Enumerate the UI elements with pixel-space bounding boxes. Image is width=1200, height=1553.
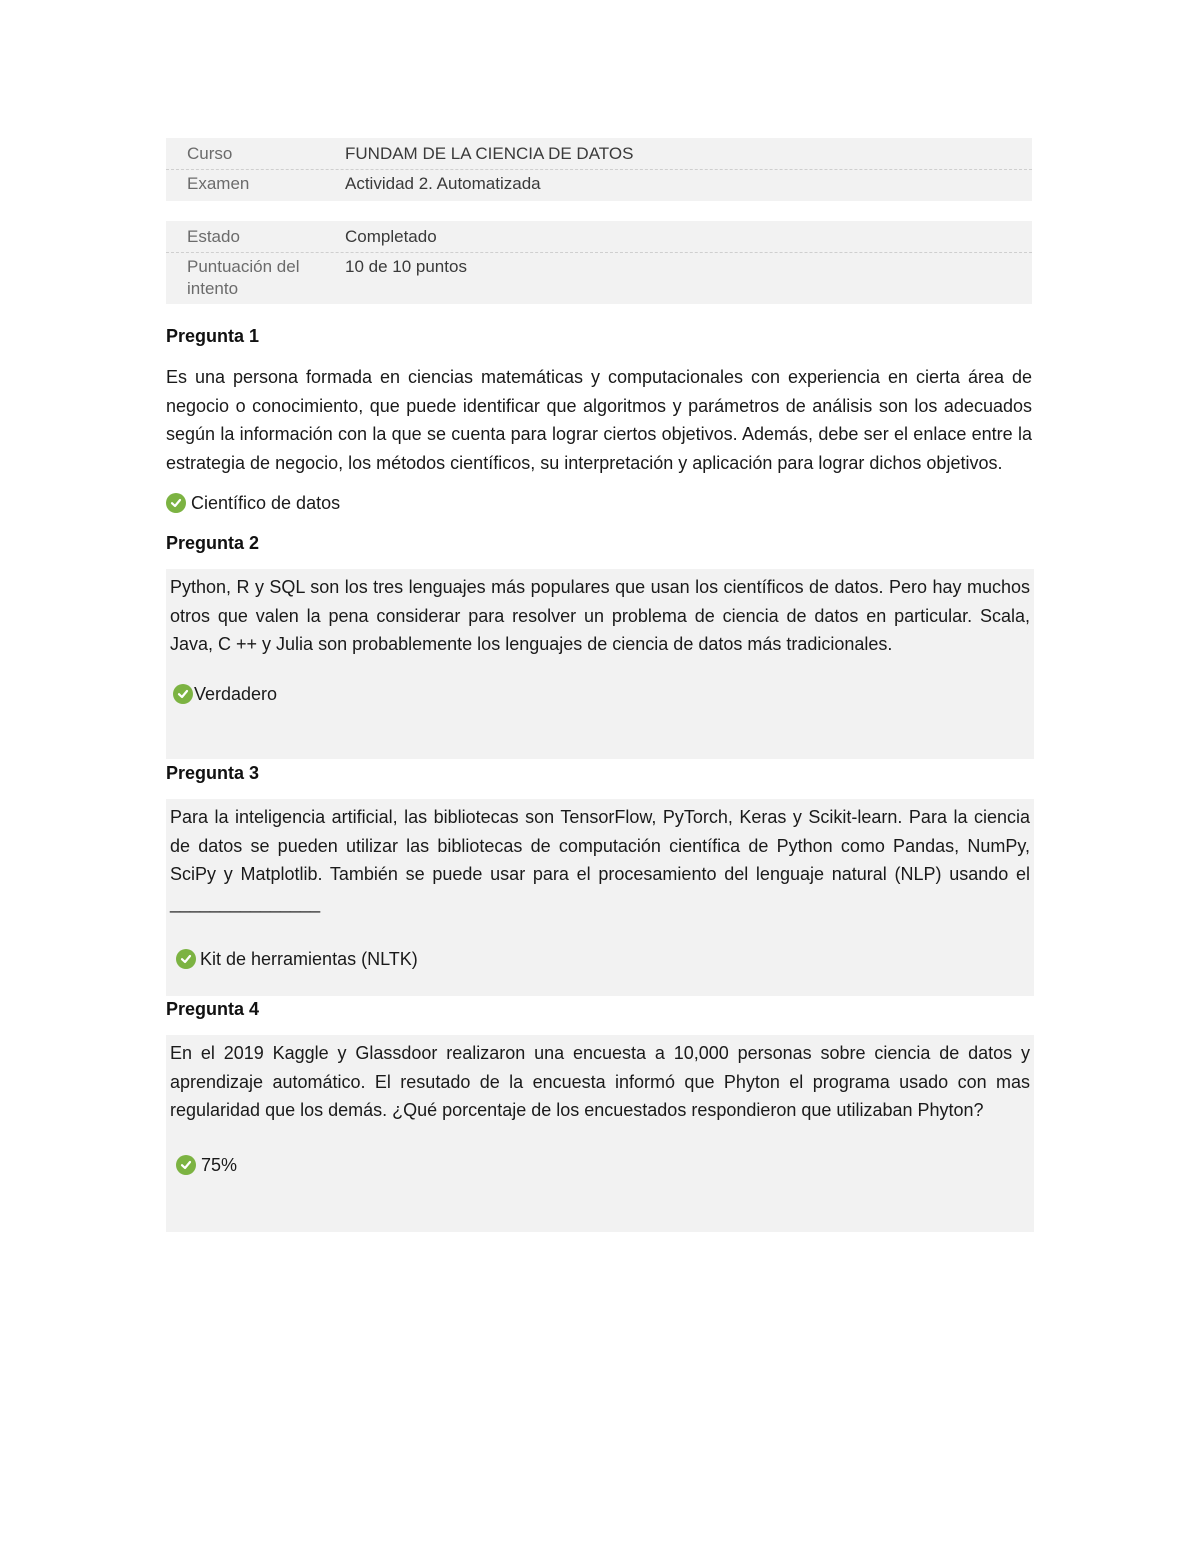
score-label: Puntuación del intento (187, 257, 300, 298)
question-1-answer (166, 491, 1032, 515)
state-label: Estado (187, 227, 240, 246)
question-4-box (166, 1035, 1034, 1232)
check-icon (173, 684, 193, 704)
question-3-answer (170, 947, 1030, 971)
score-value: 10 de 10 puntos (345, 257, 467, 276)
question-3-box (166, 799, 1034, 996)
course-row (166, 140, 1032, 170)
question-1-answer-text: Científico de datos (191, 493, 341, 513)
question-4-answer-text: 75% (201, 1154, 238, 1175)
question-1-heading: Pregunta 1 (166, 326, 260, 346)
question-4-heading: Pregunta 4 (166, 999, 260, 1019)
question-2-answer (170, 682, 1030, 706)
question-4-text: En el 2019 Kaggle y Glassdoor realizaron una encuesta a 10,000 personas sobre ciencia de datos y aprendizaje automático. El resutado de la encuesta informó que Phyton el programa usado con mas regularidad que los demás. ¿Qué porcentaje de los encuestados respondieron que utilizaban Phyton? (170, 1043, 1030, 1120)
exam-label: Examen (187, 174, 250, 193)
state-value: Completado (345, 227, 437, 246)
question-2-box (166, 569, 1034, 759)
check-icon (176, 1155, 196, 1175)
check-icon (176, 949, 196, 969)
question-2-heading: Pregunta 2 (166, 533, 260, 553)
question-3-heading: Pregunta 3 (166, 763, 260, 783)
check-icon (166, 493, 186, 513)
quiz-review (166, 138, 1032, 1232)
course-info-table (166, 138, 1032, 201)
course-label: Curso (187, 144, 233, 163)
attempt-info-table (166, 221, 1032, 304)
question-3-answer-text: Kit de herramientas (NLTK) (200, 949, 418, 969)
score-row (166, 253, 1032, 302)
course-value: FUNDAM DE LA CIENCIA DE DATOS (345, 144, 634, 163)
question-3-text: Para la inteligencia artificial, las bibliotecas son TensorFlow, PyTorch, Keras y Scikit-learn. Para la ciencia de datos se pueden utilizar las bibliotecas de computación científica de Python como Pandas, NumPy, SciPy y Matplotlib. También se puede usar para el procesamiento del lenguaje natural (NLP) usando el _______________ (170, 807, 1030, 913)
question-4-answer (170, 1153, 1030, 1177)
question-2-answer-text: Verdadero (194, 683, 278, 704)
exam-row (166, 170, 1032, 199)
state-row (166, 223, 1032, 253)
exam-value: Actividad 2. Automatizada (345, 174, 541, 193)
question-1-text: Es una persona formada en ciencias matemáticas y computacionales con experiencia en cierta área de negocio o conocimiento, que puede identificar que algoritmos y parámetros de análisis son los adecuados según la información con la que se cuenta para lograr ciertos objetivos. Además, debe ser el enlace entre la estrategia de negocio, los métodos científicos, su interpretación y aplicación para lograr dichos objetivos. (166, 367, 1032, 473)
question-2-text: Python, R y SQL son los tres lenguajes más populares que usan los científicos de datos. Pero hay muchos otros que valen la pena considerar para resolver un problema de ciencia de datos en particular. Scala, Java, C ++ y Julia son probablemente los lenguajes de ciencia de datos más tradicionales. (170, 577, 1030, 654)
